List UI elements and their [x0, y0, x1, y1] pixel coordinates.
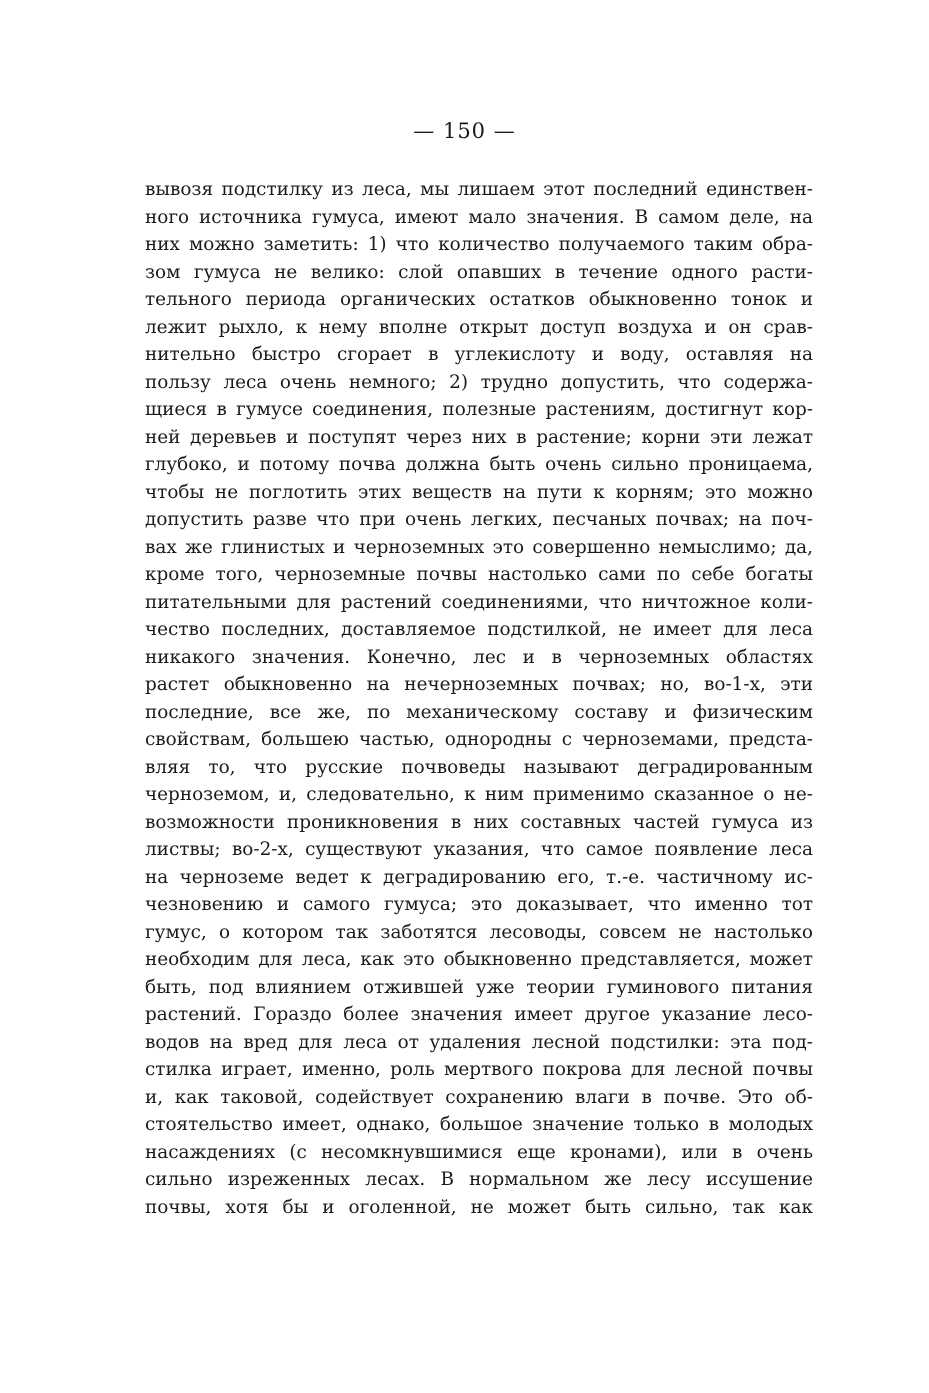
text-line: свойствам, большею частью, однородны с черноземами, предста- — [145, 729, 813, 750]
text-line: возможности проникновения в них составных частей гумуса из — [145, 811, 813, 833]
text-line: чество последних, доставляемое подстилкой, не имеет для леса — [145, 619, 813, 640]
text-line: них можно заметить: 1) что количество получаемого таким обра- — [145, 234, 813, 255]
text-line: и, как таковой, содействует сохранению влаги в почве. Это об- — [145, 1086, 813, 1108]
text-line: ного источника гумуса, имеют мало значения. В самом деле, на — [145, 206, 813, 228]
text-line: тельного периода органических остатков обыкновенно тонок и — [145, 289, 813, 310]
text-line: растений. Гораздо более значения имеет другое указание лесо- — [145, 1004, 813, 1025]
text-line: вывозя подстилку из леса, мы лишаем этот последний единствен- — [145, 179, 813, 200]
text-line: необходим для леса, как это обыкновенно представляется, может — [145, 949, 813, 970]
text-line: растет обыкновенно на нечерноземных почвах; но, во-1-х, эти — [145, 674, 813, 695]
text-line: лежит рыхло, к нему вполне открыт доступ воздуха и он срав- — [145, 316, 813, 338]
text-line: черноземом, и, следовательно, к ним применимо сказанное о не- — [145, 784, 813, 805]
text-line: нительно быстро сгорает в углекислоту и воду, оставляя на — [145, 344, 813, 365]
text-line: вляя то, что русские почвоведы называют деградированным — [145, 756, 813, 778]
text-line: питательными для растений соединениями, что ничтожное коли- — [145, 591, 813, 613]
text-line: почвы, хотя бы и оголенной, не может быть сильно, так как — [145, 1196, 813, 1218]
text-line: щиеся в гумусе соединения, полезные растениям, достигнут кор- — [145, 399, 813, 420]
text-line: на черноземе ведет к деградированию его, т.-е. частичному ис- — [145, 866, 813, 888]
text-line: вах же глинистых и черноземных это совершенно немыслимо; да, — [145, 536, 813, 558]
text-line: насаждениях (с несомкнувшимися еще кронами), или в очень — [145, 1141, 813, 1163]
text-line: быть, под влиянием отжившей уже теории гуминового питания — [145, 976, 813, 998]
text-line: сильно изреженных лесах. В нормальном же лесу иссушение — [145, 1169, 813, 1190]
text-line: чтобы не поглотить этих веществ на пути к корням; это можно — [145, 481, 813, 503]
text-line: никакого значения. Конечно, лес и в черноземных областях — [145, 646, 813, 668]
text-line: стилка играет, именно, роль мертвого покрова для лесной почвы — [145, 1059, 813, 1080]
text-line: глубоко, и потому почва должна быть очень сильно проницаема, — [145, 454, 813, 475]
text-line: чезновению и самого гумуса; это доказывает, что именно тот — [145, 894, 813, 915]
text-line: допустить разве что при очень легких, песчаных почвах; на поч- — [145, 509, 813, 530]
text-line: водов на вред для леса от удаления лесной подстилки: эта под- — [145, 1031, 813, 1053]
text-line: зом гумуса не велико: слой опавших в течение одного расти- — [145, 261, 813, 283]
page-number: — 150 — — [413, 119, 516, 143]
text-line: ней деревьев и поступят через них в растение; корни эти лежат — [145, 426, 813, 448]
text-line: пользу леса очень немного; 2) трудно допустить, что содержа- — [145, 371, 813, 393]
text-line: листвы; во-2-х, существуют указания, что самое появление леса — [145, 839, 813, 860]
body-text — [145, 176, 813, 1221]
text-line: кроме того, черноземные почвы настолько сами по себе богаты — [145, 564, 813, 585]
text-line: гумус, о котором так заботятся лесоводы, совсем не настолько — [145, 921, 813, 943]
text-line: стоятельство имеет, однако, большое значение только в молодых — [145, 1114, 813, 1135]
text-line: последние, все же, по механическому составу и физическим — [145, 701, 813, 723]
